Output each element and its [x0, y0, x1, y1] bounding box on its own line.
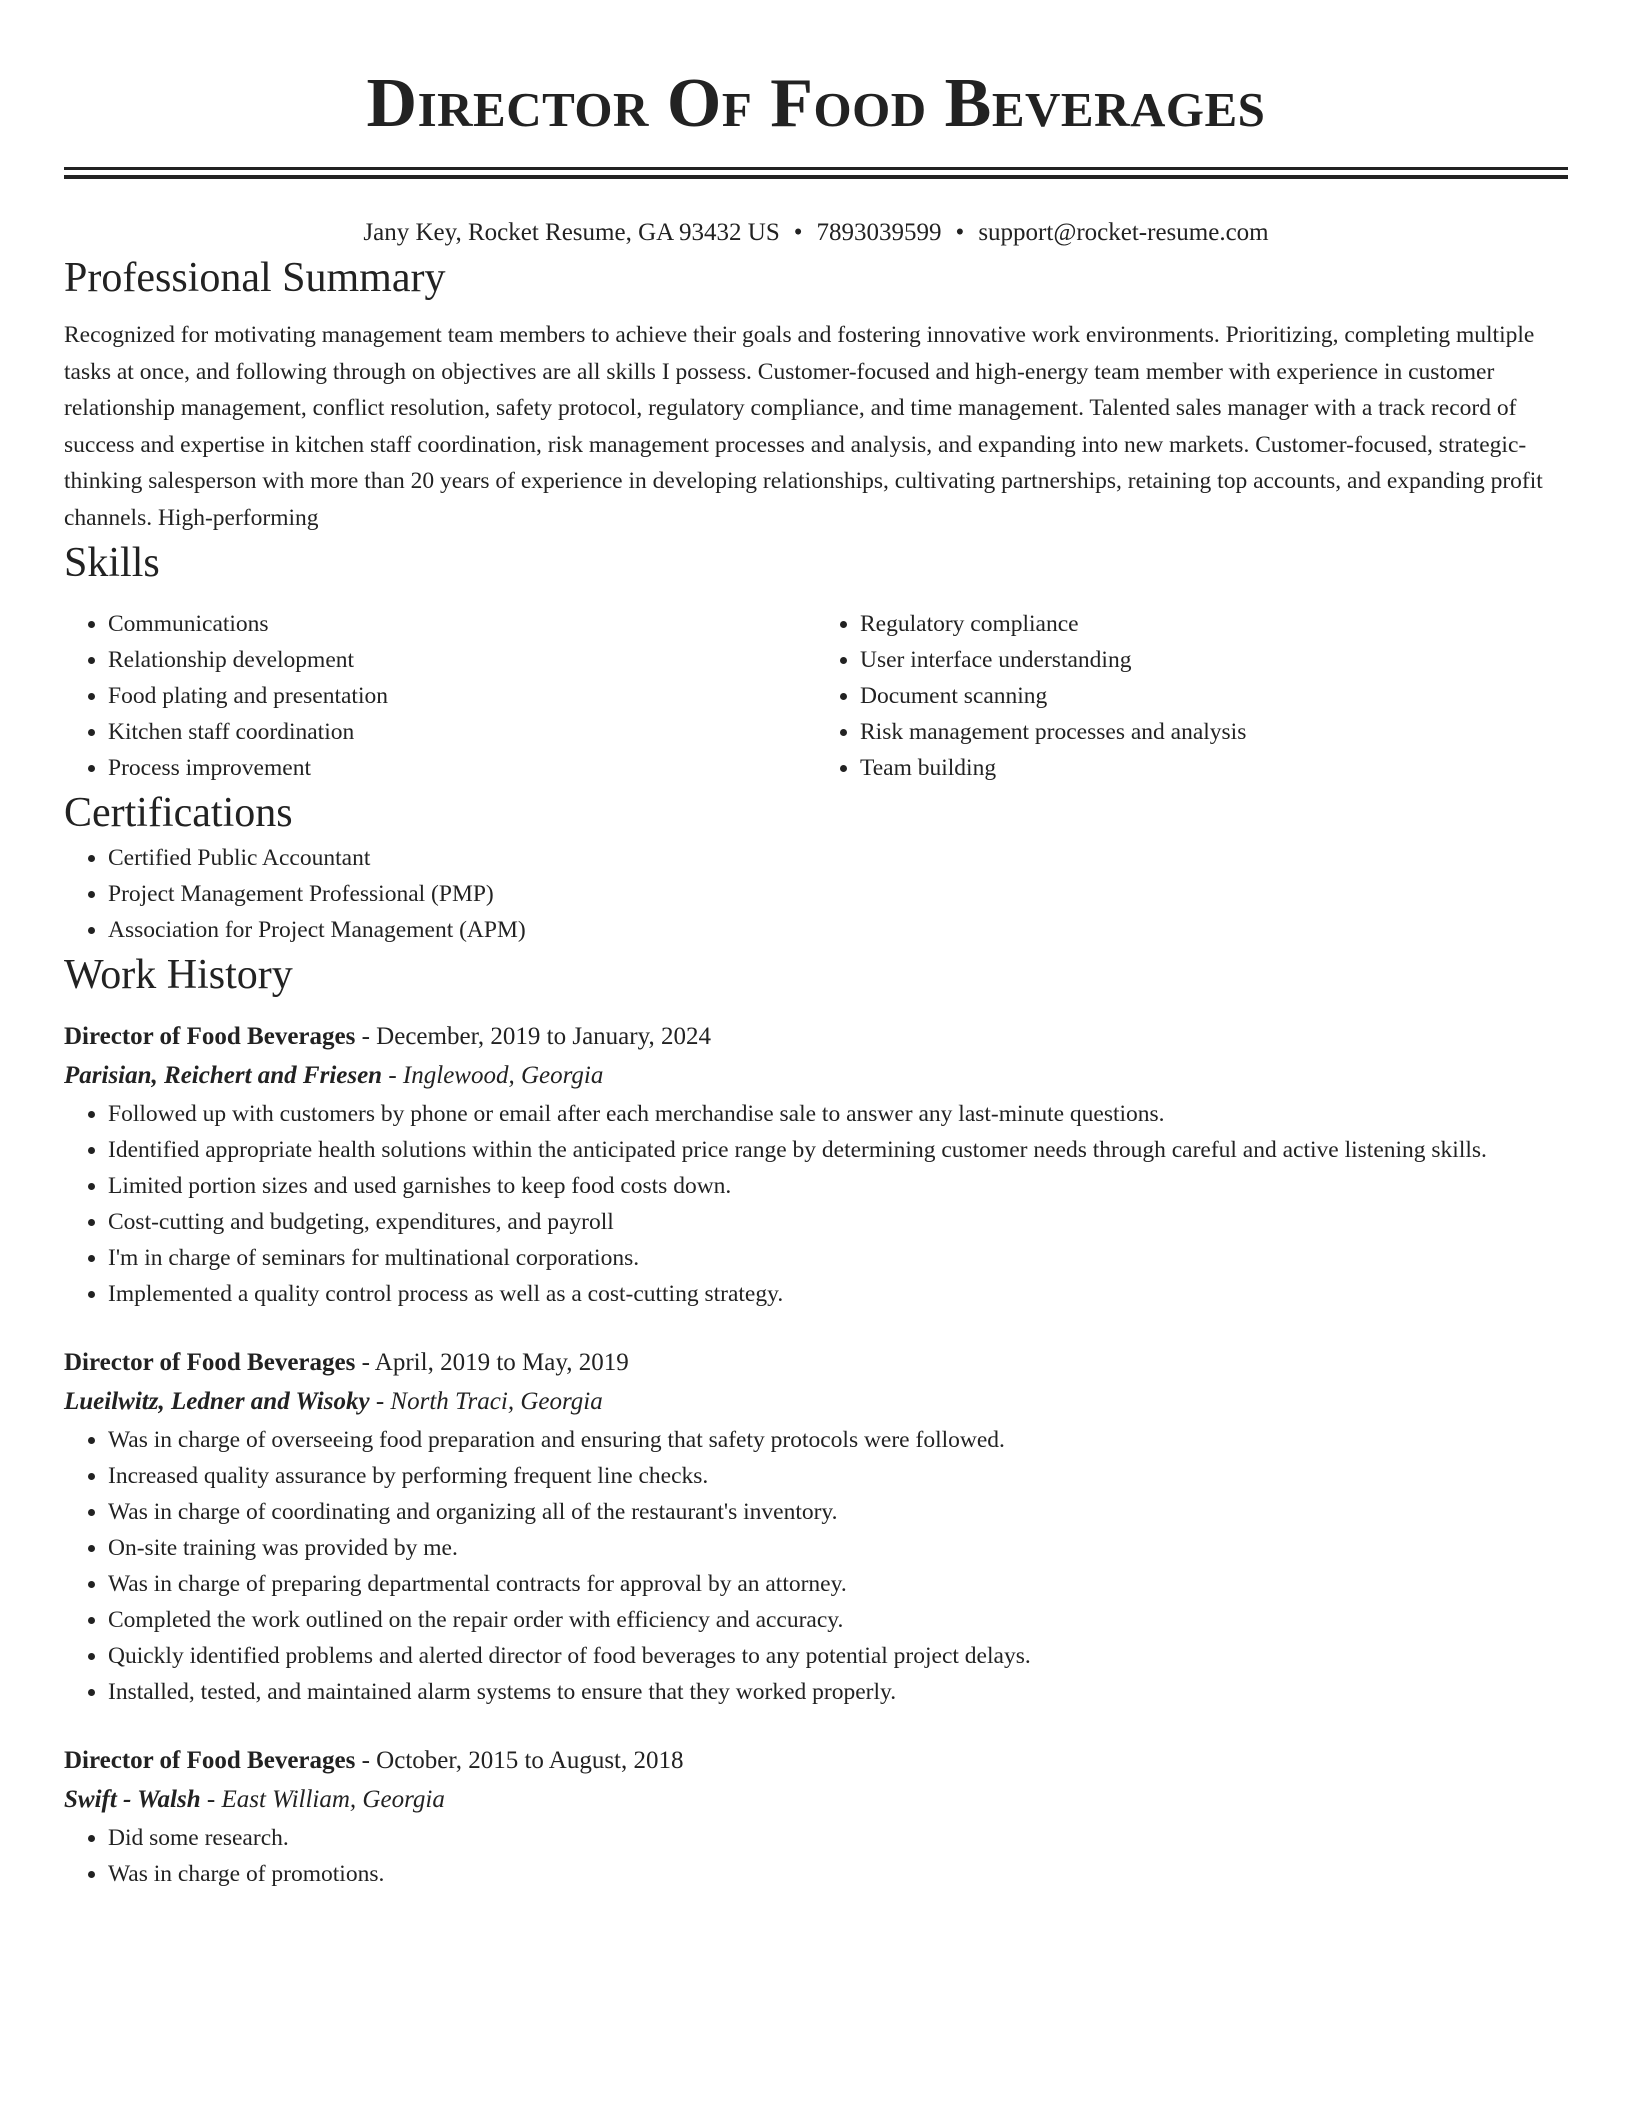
skill-item: • Food plating and presentation — [108, 678, 816, 714]
certifications-list — [64, 840, 1568, 948]
job-bullet: • Followed up with customers by phone or email after each merchandise sale to answer any last-minute questions. — [108, 1096, 1568, 1132]
resume-title: Director Of Food Beverages — [366, 65, 1266, 142]
job-bullet: • Did some research. — [108, 1820, 1568, 1856]
job-bullet: • Identified appropriate health solutions within the anticipated price range by determining customer needs through careful and active listening skills. — [108, 1132, 1568, 1168]
job-location: - Inglewood, Georgia — [382, 1062, 604, 1089]
section-heading-summary: Professional Summary — [64, 255, 446, 301]
job-location: - East William, Georgia — [200, 1786, 445, 1813]
section-heading-work-history: Work History — [64, 952, 293, 998]
job-dates: - December, 2019 to January, 2024 — [355, 1023, 711, 1050]
summary-text: Recognized for motivating management team members to achieve their goals and fostering innovative work environments. Prioritizing, completing multiple tasks at once, and following through on objectives are all skills I possess. Customer-focused and high-energy team member with experience in customer relationship management, conflict resolution, safety protocol, regulatory compliance, and time management. Talented sales manager with a track record of success and expertise in kitchen staff coordination, risk management processes and analysis, and expanding into new markets. Customer-focused, strategic-thinking salesperson with more than 20 years of experience in developing relationships, cultivating partnerships, retaining top accounts, and expanding profit channels. High-performing — [64, 322, 1543, 531]
job-entry — [64, 1742, 1568, 1892]
skill-item: • Process improvement — [108, 750, 816, 786]
job-bullet: • Implemented a quality control process as well as a cost-cutting strategy. — [108, 1276, 1568, 1312]
skill-item: • Team building — [860, 750, 1568, 786]
contact-email: support@rocket-resume.com — [978, 219, 1269, 246]
skill-item: • User interface understanding — [860, 642, 1568, 678]
job-bullet: • Installed, tested, and maintained alarm systems to ensure that they worked properly. — [108, 1674, 1568, 1710]
job-company: Lueilwitz, Ledner and Wisoky — [64, 1388, 370, 1415]
section-heading-certifications: Certifications — [64, 790, 293, 836]
job-bullet: • Quickly identified problems and alerted director of food beverages to any potential project delays. — [108, 1638, 1568, 1674]
contact-phone: 7893039599 — [816, 219, 942, 246]
job-bullet: • Was in charge of promotions. — [108, 1856, 1568, 1892]
job-bullet: • I'm in charge of seminars for multinational corporations. — [108, 1240, 1568, 1276]
skill-item: • Communications — [108, 606, 816, 642]
job-role: Director of Food Beverages — [64, 1747, 356, 1774]
job-entry — [64, 1018, 1568, 1312]
job-entry — [64, 1344, 1568, 1710]
job-role: Director of Food Beverages — [64, 1023, 356, 1050]
job-header — [64, 1018, 1568, 1056]
job-dates: - April, 2019 to May, 2019 — [355, 1349, 629, 1376]
contact-separator: • — [793, 219, 803, 246]
job-bullet: • Was in charge of coordinating and organizing all of the restaurant's inventory. — [108, 1494, 1568, 1530]
skills-columns — [64, 606, 1568, 786]
job-bullets — [64, 1096, 1568, 1312]
skills-list-left — [64, 606, 816, 786]
contact-address: Jany Key, Rocket Resume, GA 93432 US — [363, 219, 780, 246]
skill-item: • Regulatory compliance — [860, 606, 1568, 642]
job-bullet: • Cost-cutting and budgeting, expenditures, and payroll — [108, 1204, 1568, 1240]
job-header — [64, 1344, 1568, 1382]
job-employer — [64, 1780, 1568, 1820]
job-header — [64, 1742, 1568, 1780]
skill-item: • Relationship development — [108, 642, 816, 678]
job-employer — [64, 1382, 1568, 1422]
job-company: Parisian, Reichert and Friesen — [64, 1062, 383, 1089]
skill-item: • Risk management processes and analysis — [860, 714, 1568, 750]
job-bullet: • Increased quality assurance by performing frequent line checks. — [108, 1458, 1568, 1494]
resume-page — [64, 0, 1568, 1892]
job-bullet: • Was in charge of overseeing food preparation and ensuring that safety protocols were followed. — [108, 1422, 1568, 1458]
job-employer — [64, 1056, 1568, 1096]
job-bullet: • On-site training was provided by me. — [108, 1530, 1568, 1566]
skill-item: • Kitchen staff coordination — [108, 714, 816, 750]
section-heading-skills: Skills — [64, 540, 160, 586]
job-company: Swift - Walsh — [64, 1786, 201, 1813]
job-bullet: • Limited portion sizes and used garnishes to keep food costs down. — [108, 1168, 1568, 1204]
job-bullets — [64, 1422, 1568, 1710]
job-location: - North Traci, Georgia — [369, 1388, 603, 1415]
skill-item: • Document scanning — [860, 678, 1568, 714]
contact-separator: • — [955, 219, 965, 246]
title-divider-top — [64, 167, 1568, 170]
job-bullet: • Was in charge of preparing departmental contracts for approval by an attorney. — [108, 1566, 1568, 1602]
title-divider-bottom — [64, 175, 1568, 179]
certification-item: • Certified Public Accountant — [108, 840, 1568, 876]
job-role: Director of Food Beverages — [64, 1349, 356, 1376]
certification-item: • Association for Project Management (APM) — [108, 912, 1568, 948]
job-bullets — [64, 1820, 1568, 1892]
job-dates: - October, 2015 to August, 2018 — [355, 1747, 684, 1774]
skills-list-right — [816, 606, 1568, 786]
job-bullet: • Completed the work outlined on the repair order with efficiency and accuracy. — [108, 1602, 1568, 1638]
certification-item: • Project Management Professional (PMP) — [108, 876, 1568, 912]
contact-line — [64, 215, 1568, 251]
